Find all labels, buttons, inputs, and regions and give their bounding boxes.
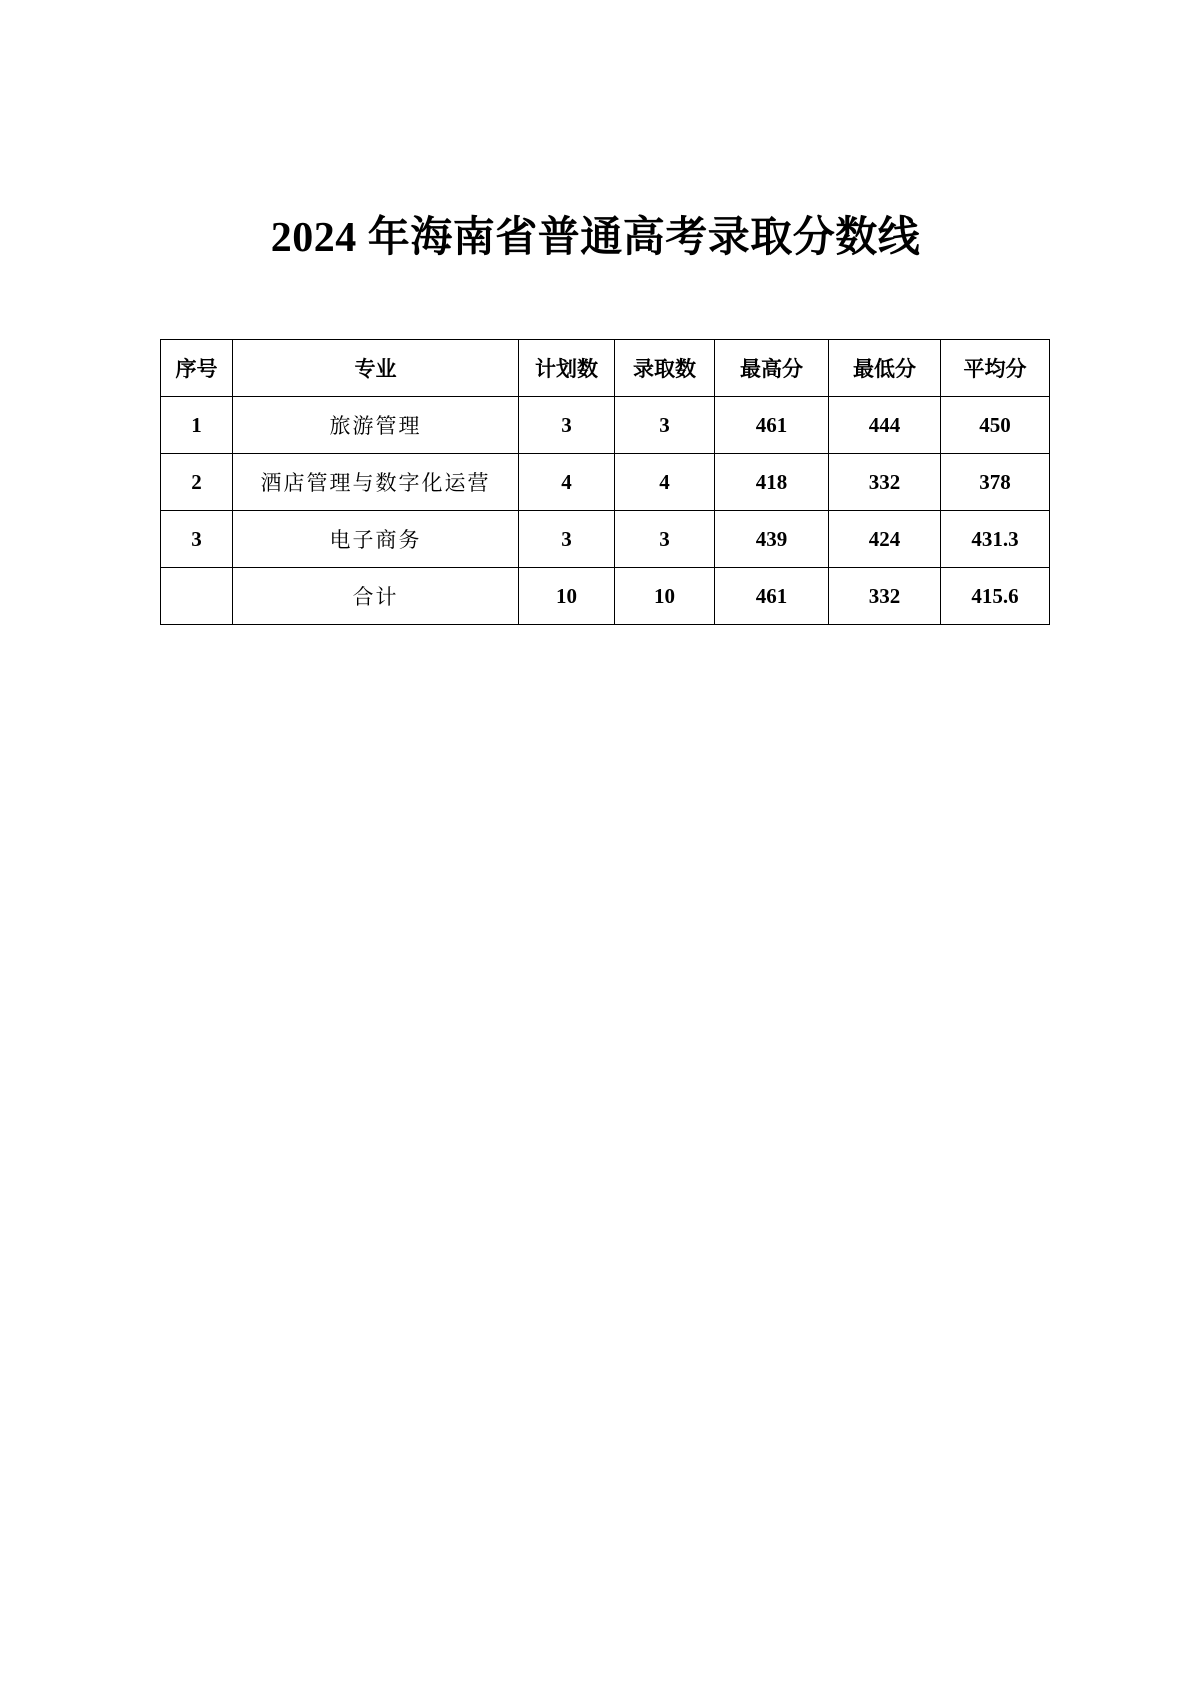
cell-index: 2: [161, 454, 233, 511]
header-avg-score: 平均分: [941, 340, 1050, 397]
cell-index: 1: [161, 397, 233, 454]
cell-max-score: 461: [715, 568, 829, 625]
cell-max-score: 461: [715, 397, 829, 454]
cell-index: [161, 568, 233, 625]
admission-score-table: [160, 339, 1050, 625]
table-header-row: [161, 340, 1050, 397]
header-index: 序号: [161, 340, 233, 397]
cell-index: 3: [161, 511, 233, 568]
cell-plan: 3: [519, 511, 615, 568]
cell-admitted: 3: [615, 397, 715, 454]
cell-min-score: 332: [829, 454, 941, 511]
table-row: [161, 397, 1050, 454]
table-total-row: [161, 568, 1050, 625]
cell-avg-score: 378: [941, 454, 1050, 511]
cell-min-score: 332: [829, 568, 941, 625]
cell-major: 旅游管理: [233, 397, 519, 454]
cell-max-score: 439: [715, 511, 829, 568]
header-major: 专业: [233, 340, 519, 397]
cell-admitted: 10: [615, 568, 715, 625]
table-row: [161, 454, 1050, 511]
cell-plan: 4: [519, 454, 615, 511]
cell-plan: 10: [519, 568, 615, 625]
cell-plan: 3: [519, 397, 615, 454]
cell-min-score: 424: [829, 511, 941, 568]
header-min-score: 最低分: [829, 340, 941, 397]
cell-min-score: 444: [829, 397, 941, 454]
cell-avg-score: 431.3: [941, 511, 1050, 568]
page-title: 2024 年海南省普通高考录取分数线: [270, 215, 921, 261]
header-max-score: 最高分: [715, 340, 829, 397]
cell-avg-score: 450: [941, 397, 1050, 454]
table-row: [161, 511, 1050, 568]
header-plan: 计划数: [519, 340, 615, 397]
cell-max-score: 418: [715, 454, 829, 511]
cell-admitted: 3: [615, 511, 715, 568]
cell-admitted: 4: [615, 454, 715, 511]
cell-major: 电子商务: [233, 511, 519, 568]
cell-major: 酒店管理与数字化运营: [233, 454, 519, 511]
cell-total-label: 合计: [233, 568, 519, 625]
cell-avg-score: 415.6: [941, 568, 1050, 625]
header-admitted: 录取数: [615, 340, 715, 397]
